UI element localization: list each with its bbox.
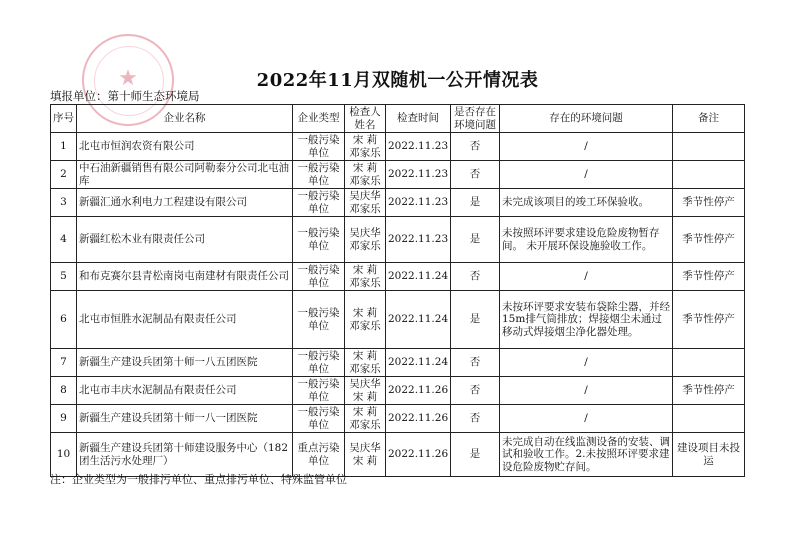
cell-remark: 季节性停产 [673,263,745,291]
cell-problem: 未按照环评要求建设危险废物暂存间。 未开展环保设施验收工作。 [500,217,673,263]
cell-remark: 季节性停产 [673,217,745,263]
cell-type: 一般污染单位 [293,189,345,217]
cell-seq: 8 [51,377,77,405]
header-seq: 序号 [51,105,77,133]
cell-problem: 未完成自动在线监测设备的安装、调试和验收工作。2.未按照环评要求建设危险废物贮存间。 [500,433,673,477]
cell-has-problem: 是 [451,189,500,217]
cell-type: 一般污染单位 [293,405,345,433]
cell-has-problem: 否 [451,405,500,433]
cell-problem: / [500,349,673,377]
table-row [51,263,745,291]
cell-company: 北屯市丰庆水泥制品有限责任公司 [77,377,293,405]
cell-problem: 未完成该项目的竣工环保验收。 [500,189,673,217]
cell-company: 和布克赛尔县青松南岗屯南建材有限责任公司 [77,263,293,291]
cell-has-problem: 是 [451,217,500,263]
cell-seq: 10 [51,433,77,477]
header-type: 企业类型 [293,105,345,133]
cell-seq: 5 [51,263,77,291]
cell-remark [673,405,745,433]
cell-has-problem: 否 [451,263,500,291]
cell-problem: 未按环评要求安装布袋除尘器，并经15m排气筒排放；焊接烟尘未通过移动式焊接烟尘净化器处理。 [500,291,673,349]
cell-company: 新疆生产建设兵团第十师一八五团医院 [77,349,293,377]
cell-time: 2022.11.24 [386,291,451,349]
cell-remark: 建设项目未投运 [673,433,745,477]
cell-type: 一般污染单位 [293,133,345,161]
cell-type: 一般污染单位 [293,263,345,291]
table-header-row [51,105,745,133]
inspection-table [50,104,745,477]
cell-time: 2022.11.23 [386,161,451,189]
official-seal-stamp: ★ [82,34,174,126]
cell-company: 中石油新疆销售有限公司阿勒泰分公司北屯油库 [77,161,293,189]
cell-time: 2022.11.24 [386,263,451,291]
footnote: 注：企业类型为一般排污单位、重点排污单位、特殊监管单位 [50,473,347,486]
table-row [51,291,745,349]
cell-company: 新疆生产建设兵团第十师建设服务中心（182团生活污水处理厂） [77,433,293,477]
cell-company: 北屯市恒润农资有限公司 [77,133,293,161]
cell-inspector: 宋 莉 邓家乐 [345,291,386,349]
table-row [51,349,745,377]
cell-type: 一般污染单位 [293,291,345,349]
cell-seq: 4 [51,217,77,263]
cell-has-problem: 否 [451,377,500,405]
table-row [51,405,745,433]
cell-inspector: 宋 莉 邓家乐 [345,161,386,189]
cell-has-problem: 是 [451,433,500,477]
table-row [51,133,745,161]
cell-problem: / [500,161,673,189]
cell-company: 新疆生产建设兵团第十师一八一团医院 [77,405,293,433]
cell-has-problem: 否 [451,161,500,189]
cell-remark [673,349,745,377]
cell-inspector: 宋 莉 邓家乐 [345,133,386,161]
cell-inspector: 吴庆华 邓家乐 [345,217,386,263]
table-row [51,433,745,477]
table-row [51,189,745,217]
cell-remark [673,161,745,189]
cell-problem: / [500,405,673,433]
cell-problem: / [500,377,673,405]
cell-inspector: 吴庆华 邓家乐 [345,189,386,217]
cell-remark: 季节性停产 [673,291,745,349]
cell-inspector: 宋 莉 邓家乐 [345,263,386,291]
table-row [51,161,745,189]
cell-time: 2022.11.23 [386,133,451,161]
cell-inspector: 吴庆华 宋 莉 [345,377,386,405]
cell-time: 2022.11.23 [386,189,451,217]
cell-seq: 9 [51,405,77,433]
header-has-problem: 是否存在环境问题 [451,105,500,133]
cell-remark: 季节性停产 [673,189,745,217]
cell-remark [673,133,745,161]
fill-unit-label: 填报单位：第十师生态环境局 [50,89,200,103]
cell-has-problem: 否 [451,349,500,377]
cell-seq: 7 [51,349,77,377]
cell-has-problem: 否 [451,133,500,161]
cell-type: 一般污染单位 [293,349,345,377]
cell-time: 2022.11.24 [386,349,451,377]
cell-company: 北屯市恒胜水泥制品有限责任公司 [77,291,293,349]
table-row [51,377,745,405]
cell-problem: / [500,133,673,161]
cell-company: 新疆红松木业有限责任公司 [77,217,293,263]
cell-remark: 季节性停产 [673,377,745,405]
cell-seq: 2 [51,161,77,189]
header-time: 检查时间 [386,105,451,133]
cell-type: 一般污染单位 [293,217,345,263]
cell-seq: 3 [51,189,77,217]
cell-company: 新疆汇通水利电力工程建设有限公司 [77,189,293,217]
table-row [51,217,745,263]
header-company: 企业名称 [77,105,293,133]
cell-type: 重点污染单位 [293,433,345,477]
cell-time: 2022.11.23 [386,217,451,263]
cell-time: 2022.11.26 [386,377,451,405]
cell-inspector: 宋 莉 邓家乐 [345,349,386,377]
cell-has-problem: 是 [451,291,500,349]
document-title: 2022年11月双随机一公开情况表 [256,70,539,91]
header-inspector: 检查人姓名 [345,105,386,133]
cell-seq: 1 [51,133,77,161]
header-problem: 存在的环境问题 [500,105,673,133]
cell-type: 一般污染单位 [293,377,345,405]
cell-problem: / [500,263,673,291]
cell-inspector: 吴庆华 宋 莉 [345,433,386,477]
cell-type: 一般污染单位 [293,161,345,189]
cell-time: 2022.11.26 [386,405,451,433]
cell-inspector: 宋 莉 邓家乐 [345,405,386,433]
cell-time: 2022.11.26 [386,433,451,477]
header-remark: 备注 [673,105,745,133]
cell-seq: 6 [51,291,77,349]
